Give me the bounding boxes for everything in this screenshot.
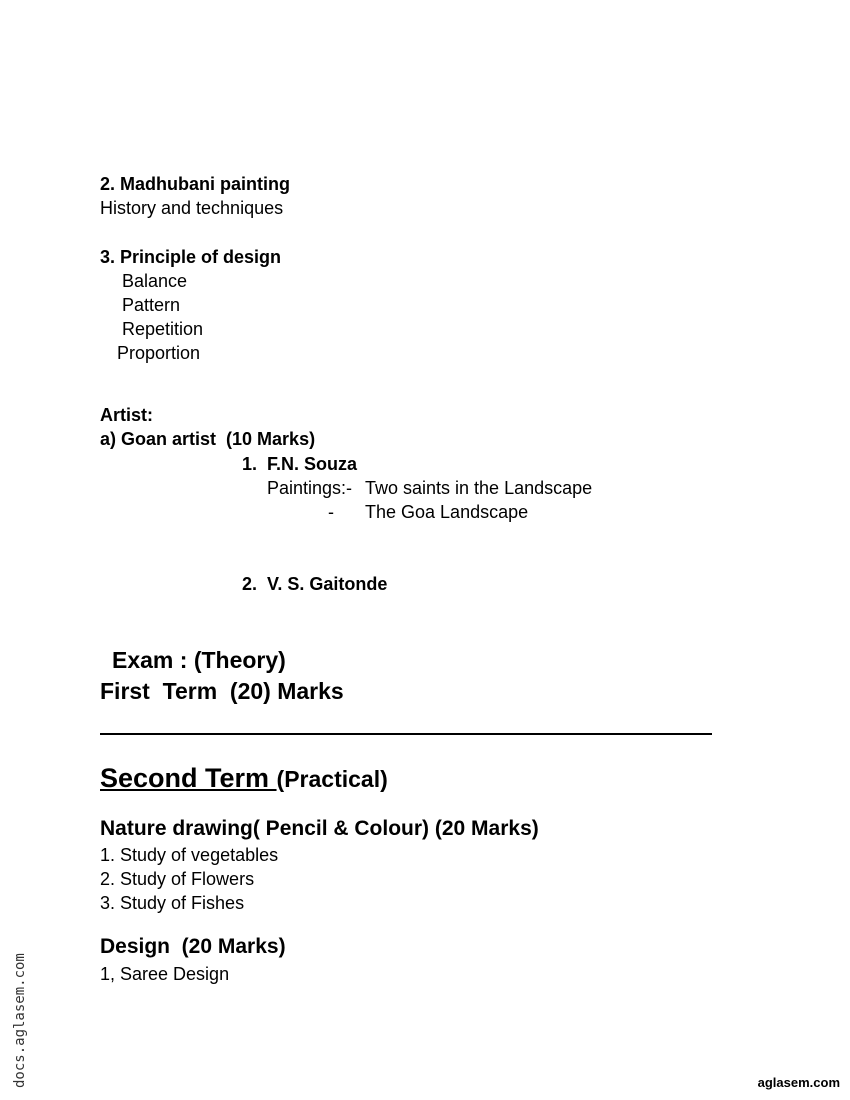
horizontal-rule [100, 733, 712, 735]
artist-name: V. S. Gaitonde [267, 574, 388, 594]
artist-name: F.N. Souza [267, 454, 358, 474]
principle-item: Pattern [122, 295, 181, 315]
artist-heading: Artist: [100, 405, 153, 425]
painting-title: The Goa Landscape [365, 502, 529, 522]
design-principles-heading: 3. Principle of design [100, 247, 282, 267]
second-term-subtitle: (Practical) [276, 766, 388, 792]
nature-drawing-heading: Nature drawing( Pencil & Colour) (20 Marks) [100, 817, 539, 840]
design-item: 1, Saree Design [100, 964, 230, 984]
paintings-label: Paintings:- [267, 478, 353, 498]
nature-drawing-item: 1. Study of vegetables [100, 845, 279, 865]
nature-drawing-item: 2. Study of Flowers [100, 869, 255, 889]
design-heading: Design (20 Marks) [100, 935, 286, 958]
nature-drawing-item: 3. Study of Fishes [100, 893, 245, 913]
exam-label: Exam : (Theory) [112, 647, 286, 673]
artist-number: 1. [242, 454, 258, 474]
principle-item: Proportion [117, 343, 201, 363]
principle-item: Repetition [122, 319, 204, 339]
madhubani-text: History and techniques [100, 198, 284, 218]
goan-artist-subheading: a) Goan artist (10 Marks) [100, 429, 316, 449]
second-term-title: Second Term [100, 763, 277, 793]
list-dash: - [328, 502, 334, 522]
principle-item: Balance [122, 271, 188, 291]
painting-title: Two saints in the Landscape [365, 478, 593, 498]
footer-site-name: aglasem.com [757, 1075, 840, 1090]
second-term-title-row [100, 765, 388, 792]
watermark: docs.aglasem.com [12, 953, 28, 1088]
first-term-label: First Term (20) Marks [100, 678, 344, 704]
artist-number: 2. [242, 574, 258, 594]
madhubani-heading: 2. Madhubani painting [100, 174, 290, 194]
